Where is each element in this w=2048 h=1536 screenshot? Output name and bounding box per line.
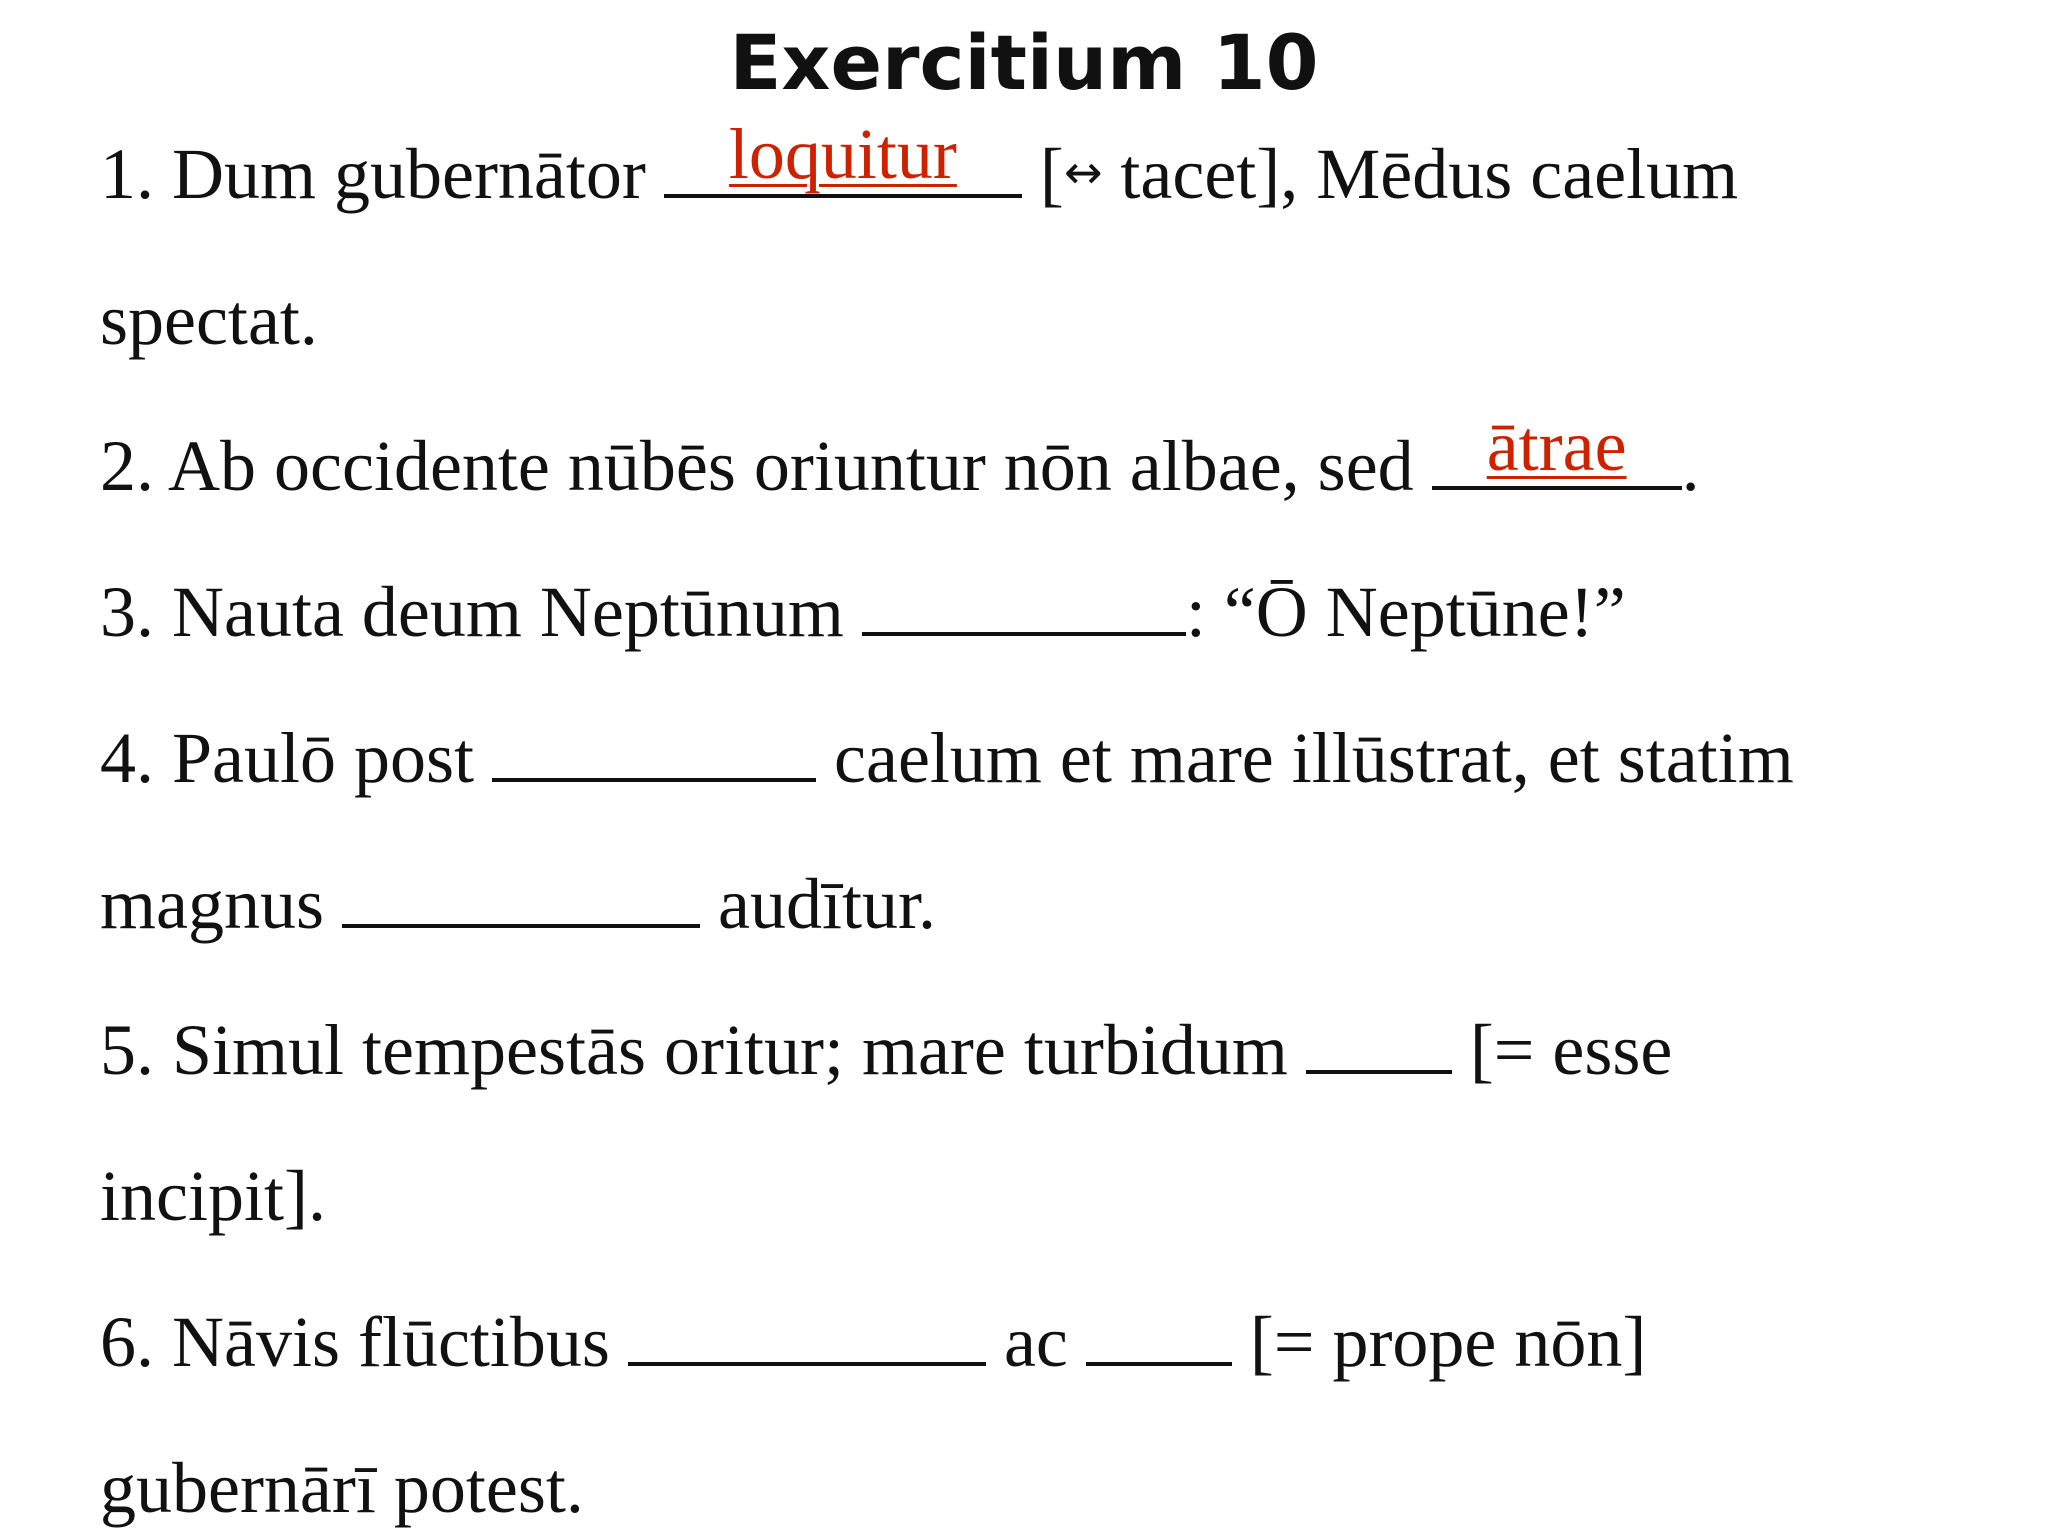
item-6-line-2 [100, 1448, 584, 1528]
item-2-line-1 [100, 406, 1700, 506]
item-5-continuation: incipit]. [100, 1156, 326, 1236]
item-6-text-before: Nāvis flūctibus [172, 1302, 610, 1382]
item-3-number: 3. [100, 572, 154, 652]
item-4-text-before: Paulō post [172, 718, 475, 798]
item-6-continuation: gubernārī potest. [100, 1448, 584, 1528]
item-6-text-after: [= prope nōn] [1249, 1302, 1647, 1382]
item-4-line-1 [100, 718, 1794, 798]
item-2-text-before: Ab occidente nūbēs oriuntur nōn albae, sed [168, 426, 1414, 506]
item-4-continuation-after: audītur. [717, 864, 936, 944]
item-5-text-after: [= esse [1469, 1010, 1673, 1090]
item-3-blank[interactable] [862, 576, 1186, 636]
item-3-text-before: Nauta deum Neptūnum [172, 572, 844, 652]
item-4-text-after: caelum et mare illūstrat, et statim [834, 718, 1794, 798]
item-1-number: 1. [100, 134, 154, 214]
item-5-line-2 [100, 1156, 326, 1236]
item-6-line-1 [100, 1302, 1646, 1382]
item-5-number: 5. [100, 1010, 154, 1090]
item-5-blank[interactable] [1306, 1014, 1452, 1074]
item-4-continuation-before: magnus [100, 864, 324, 944]
item-1-answer: loquitur [728, 114, 957, 194]
item-2-answer: ātrae [1486, 406, 1627, 486]
left-right-arrow-icon: ↔ [1063, 145, 1103, 199]
item-5-text-before: Simul tempestās oritur; mare turbidum [172, 1010, 1288, 1090]
item-6-blank-1[interactable] [628, 1306, 986, 1366]
item-1-text-after: tacet], Mēdus caelum [1120, 134, 1739, 214]
item-1-line-2 [100, 280, 318, 360]
exercise-title: Exercitium 10 [729, 18, 1319, 107]
item-5-line-1 [100, 1010, 1672, 1090]
item-4-blank-1[interactable] [492, 722, 816, 782]
item-4-line-2 [100, 864, 936, 944]
item-3-text-after: : “Ō Neptūne!” [1185, 572, 1626, 652]
item-2-blank[interactable] [1432, 406, 1682, 490]
item-1-continuation: spectat. [100, 280, 318, 360]
item-4-blank-2[interactable] [342, 868, 700, 928]
item-2-text-after: . [1681, 426, 1700, 506]
item-4-number: 4. [100, 718, 154, 798]
item-1-bracket-open: [ [1039, 134, 1064, 214]
item-6-number: 6. [100, 1302, 154, 1382]
item-1-blank[interactable] [664, 114, 1022, 198]
item-6-text-middle: ac [1003, 1302, 1068, 1382]
item-2-number: 2. [100, 426, 154, 506]
item-6-blank-2[interactable] [1086, 1306, 1232, 1366]
item-1-line-1 [100, 114, 1739, 214]
item-1-text-before: Dum gubernātor [172, 134, 646, 214]
item-3-line-1 [100, 572, 1626, 652]
